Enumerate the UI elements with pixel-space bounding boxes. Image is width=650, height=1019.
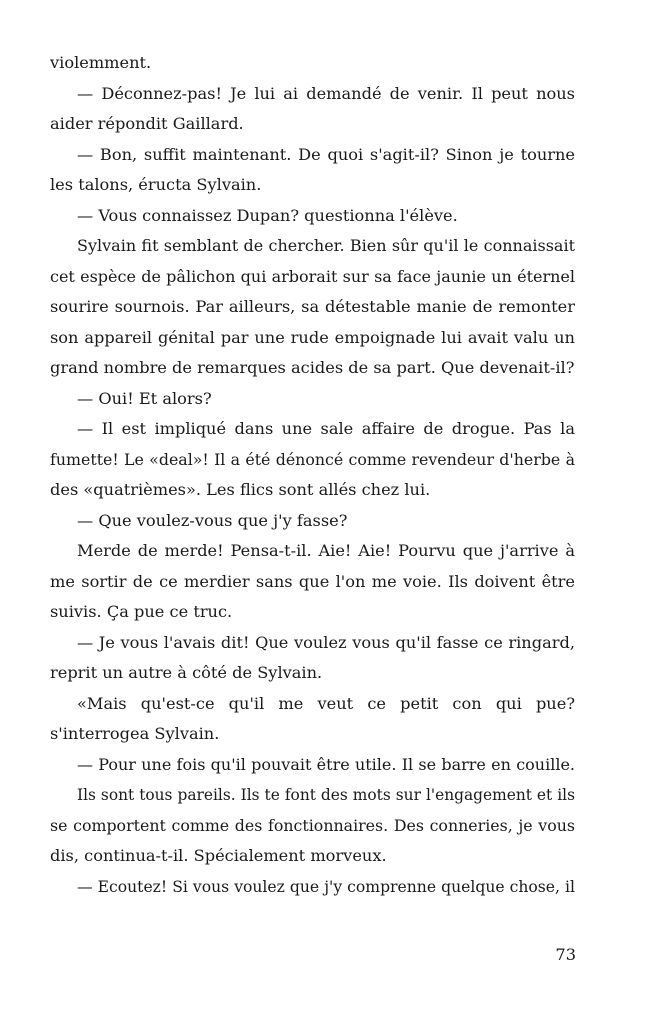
text-line: aider répondit Gaillard.: [50, 114, 244, 133]
text-line: me sortir de ce merdier sans que l'on me voie. Ils doivent être: [50, 571, 575, 591]
text-line: son appareil génital par une rude empoignade lui avait valu un: [50, 327, 575, 347]
text-line: — Déconnez-pas! Je lui ai demandé de venir. Il peut nous: [77, 83, 575, 103]
text-line: — Bon, suffit maintenant. De quoi s'agit-il? Sinon je tourne: [77, 144, 575, 164]
text-line: fumette! Le «deal»! Il a été dénoncé comme revendeur d'herbe à: [50, 449, 575, 469]
text-line: Merde de merde! Pensa-t-il. Aie! Aie! Pourvu que j'arrive à: [77, 541, 575, 560]
text-line: — Que voulez-vous que j'y fasse?: [77, 510, 348, 530]
text-line: violemment.: [50, 53, 152, 72]
text-line: grand nombre de remarques acides de sa part. Que devenait-il?: [50, 358, 575, 377]
text-line: les talons, éructa Sylvain.: [50, 175, 262, 194]
text-line: «Mais qu'est-ce qu'il me veut ce petit con qui pue?: [77, 693, 575, 713]
text-line: — Pour une fois qu'il pouvait être utile. Il se barre en couille.: [77, 754, 575, 774]
text-line: Ils sont tous pareils. Ils te font des mots sur l'engagement et ils: [77, 786, 575, 804]
text-line: — Oui! Et alors?: [77, 388, 212, 408]
text-line: s'interrogea Sylvain.: [50, 724, 220, 743]
text-line: sourire sournois. Par ailleurs, sa détestable manie de remonter: [50, 297, 575, 316]
text-line: des «quatrièmes». Les flics sont allés chez lui.: [50, 480, 431, 499]
body-text: [50, 48, 575, 902]
text-line: dis, continua-t-il. Spécialement morveux.: [50, 846, 387, 865]
text-line: se comportent comme des fonctionnaires. Des conneries, je vous: [50, 815, 575, 835]
page-number: 73: [555, 945, 576, 964]
text-line: — Il est impliqué dans une sale affaire de drogue. Pas la: [77, 419, 575, 438]
text-line: — Je vous l'avais dit! Que voulez vous qu'il fasse ce ringard,: [77, 632, 575, 652]
text-line: suivis. Ça pue ce truc.: [50, 602, 233, 621]
text-line: Sylvain fit semblant de chercher. Bien sûr qu'il le connaissait: [77, 236, 575, 255]
text-line: reprit un autre à côté de Sylvain.: [50, 663, 323, 682]
text-line: — Ecoutez! Si vous voulez que j'y comprenne quelque chose, il: [77, 877, 575, 896]
text-line: — Vous connaissez Dupan? questionna l'élève.: [77, 205, 458, 225]
text-line: cet espèce de pâlichon qui arborait sur sa face jaunie un éternel: [50, 266, 575, 286]
